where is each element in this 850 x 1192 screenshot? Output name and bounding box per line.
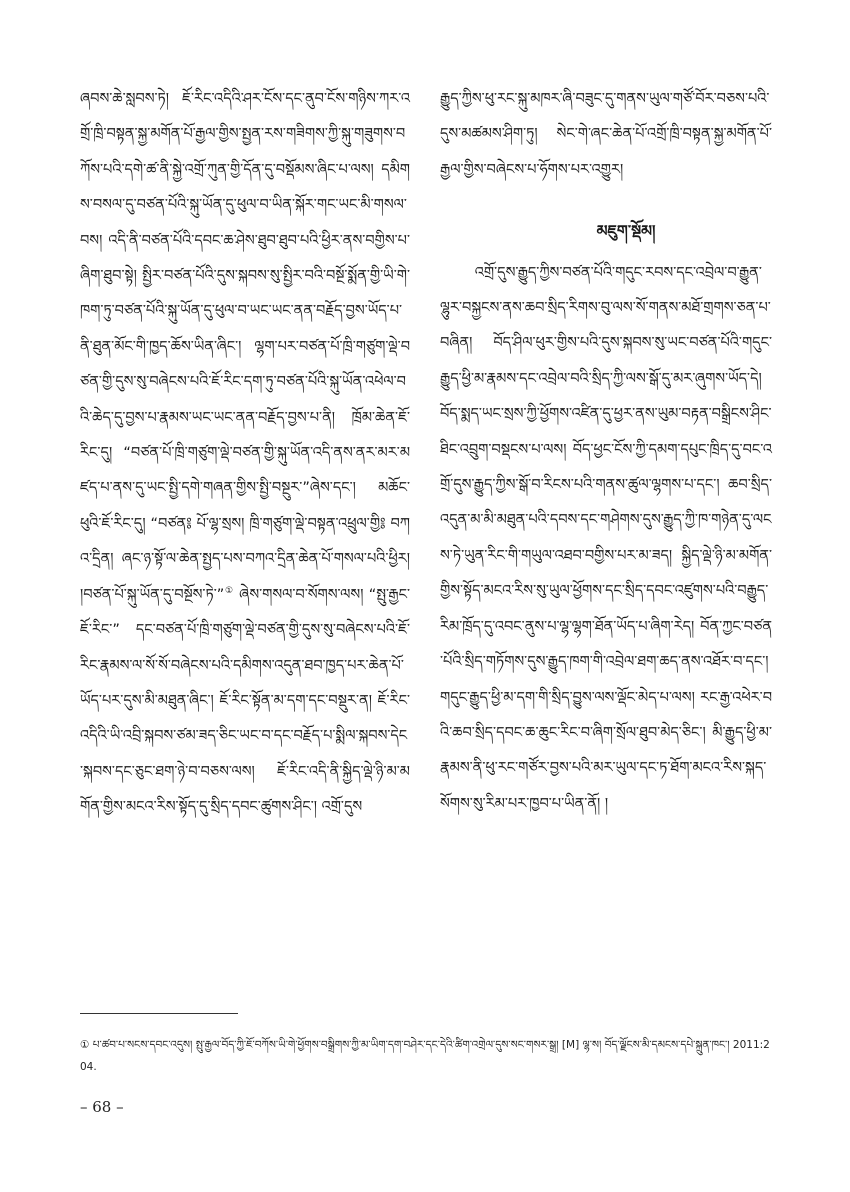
body-paragraph (80, 82, 410, 826)
body-paragraph: འགྲོ་དུས་རྒྱུད་ཀྱིས་བཙན་པོའི་གདུང་རབས་དང་འབྲེལ་བ་རྒྱུན་ལྷུར་བསྐྱངས་ནས་ཆབ་སྲིད་རིགས་བུ་ལས་སོ་གནས་མཐོ་གྲགས་ཅན་པ་བཞིན། བོད་ཤིལ་ཕུར་གྱིས་པའི་དུས་སྐབས་སུ་ཡང་བཙན་པོའི་གདུང་རྒྱུད་ཕྱི་མ་རྣམས་དང་འབྲེལ་བའི་སྲིད་ཀྱི་ལས་སྒོ་དུ་མར་ཞུགས་ཡོད་དེ། བོད་སྨད་ཡང་སྲས་ཀྱི་ཕྱོགས་འཛིན་དུ་ཕྱར་ནས་ཡུམ་བརྟན་བསྒྲིངས་ཤིང་ཐིང་འབྲུག་བསྡངས་པ་ལས། བོད་ཕྱང་ངོས་ཀྱི་དམག་དཔུང་ཁྲིད་དུ་བང་འགྲོ་དུས་རྒྱུད་ཀྱིས་སྒོ་བ་རིངས་པའི་གནས་ཚུལ་ལྷགས་པ་དང་། ཆབ་སྲིད་འདུན་མ་མི་མཐུན་པའི་དབས་དང་གཤེགས་དུས་རྒྱུད་ཀྱི་ཁ་གཉེན་དུ་ལངས་ཏེ་ཡུན་རིང་གི་གཡུལ་འཐབ་བགྱིས་པར་མ་ཟད། སྐྱིད་ལྡེ་ཉི་མ་མགོན་གྱིས་སྟོད་མངའ་རིས་སུ་ཡུལ་ཕྱོགས་དང་སྲིད་དབང་འཛུགས་པའི་བརྒྱུད་རིམ་ཁྲོད་དུ་འབང་ནུས་པ་ལྷ་ལྷག་ཐོན་ཡོད་པ་ཞིག་རེད། བོན་ཀྱང་བཙན་པོའི་སྲིད་གཏོགས་དུས་རྒྱུད་ཁག་གི་འབྲེལ་ཐག་ཆད་ནས་འཐོར་བ་དང་། གདུང་རྒྱུད་ཕྱི་མ་དག་གི་སྲིད་བྱུས་ལས་ལྡོང་མེད་པ་ལས། རང་རྒྱ་འཕེར་བའི་ཆབ་སྲིད་དབང་ཆ་ཆུང་རིང་བ་ཞིག་སྲོལ་ཐུབ་མེད་ཅིང་། མི་རྒྱུད་ཕྱི་མ་རྣམས་ནི་ཕུ་རང་གཙོར་བྱས་པའི་མར་ཡུལ་དང་ཏ་ཐོག་མངའ་རིས་སྐད་སོགས་སུ་རིམ་པར་ཁྱབ་པ་ཡིན་ནོ། ། (440, 264, 772, 812)
right-column (440, 82, 772, 822)
paragraph-text: ཞེས་གསལ་བ་སོགས་ལས། “སྤུ་རྒྱང་ཇོ་རིང་” དང་བཙན་པོ་ཁྲི་གཙུག་ལྡེ་བཙན་གྱི་དུས་སུ་བཞེངས་པའི་ཇོ་རིང་རྣམས་ལ་སོ་སོ་བཞེངས་པའི་དམིགས་འདུན་ཐབ་ཁྱད་པར་ཆེན་པོ་ཡོད་པར་དུས་མི་མཐུན་ཞིང་། ཇོ་རིང་སྟོན་མ་དག་དང་བསྡུར་ན། ཇོ་རིང་འདིའི་ཡི་འབྲི་སྐབས་ཙམ་ཟད་ཅིང་ཡང་བ་དང་བརྗོད་པ་སྨིལ་སྐབས་དེང་སྐབས་དང་ཅུང་ཐག་ཉེ་བ་བཅས་ལས། ཇོ་རིང་འདི་ནི་སྐྱིད་ལྡེ་ཉི་མ་མགོན་གྱིས་མངའ་རིས་སྟོད་དུ་སྲིད་དབང་ཚུགས་ཤིང་། འགྲོ་དུས (80, 586, 410, 816)
footnote-marker[interactable]: ① (224, 585, 234, 596)
footnote-divider (80, 1013, 238, 1014)
footnote (80, 1034, 775, 1078)
body-paragraph: རྒྱུད་ཀྱིས་ཕུ་རང་སྐུ་མཁར་ཞི་བཟུང་དུ་གནས་ཡུལ་གཙོ་བོར་བཅས་པའི་དུས་མཚམས་ཤིག་ཏུ། སེང་གེ་ཞང་ཆེན་པོ་འགྲོ་ཁྲི་བསྟན་སྐྱ་མགོན་པོ་རྒྱལ་གྱིས་བཞེངས་པ་ཧོགས་པར་འགྱུར། (440, 91, 772, 178)
footnote-marker: ① (80, 1039, 90, 1051)
left-column (80, 82, 410, 826)
footnote-text: པ་ཚབ་པ་སངས་དབང་འདུས། སྤུ་རྒྱལ་བོད་ཀྱི་ཇོ་བཀོས་ཡི་གེ་ཕྱོགས་བསྒྲིགས་ཀྱི་མ་ཡིག་དག་བཤེར་དང་དེའི་ཚིག་འགྲེལ་དུས་སང་གསར་སྒྲ། [M] ལྷ་ས། བོད་ལྗོངས་མི་དམངས་དཔེ་སྐྲུན་ཁང་། 2011:204. (80, 1039, 770, 1073)
page-number: – 68 – (80, 1098, 124, 1116)
section-heading: མཇུག་སྡོམ། (596, 222, 656, 241)
paragraph-text: ཞབས་ཆེ་སླབས་ཏེ། ཇོ་རིང་འདིའི་ཤར་ངོས་དང་ནུབ་ངོས་གཉིས་ཀར་འགྲོ་ཁྲི་བསྟན་སྐྱ་མགོན་པོ་རྒྱལ་གྱིས་སྤྱན་རས་གཟིགས་ཀྱི་སྐུ་གཟུགས་བཀོས་པའི་དགེ་ཚ་ནི་སྐྱེ་འགྲོ་ཀུན་གྱི་དོན་དུ་བསྡོམས་ཞིང་པ་ལས། དམིགས་བསལ་དུ་བཙན་པོའི་སྐུ་ཡོན་དུ་ཕུལ་བ་ཡིན་སྐོར་གང་ཡང་མི་གསལ་བས། འདི་ནི་བཙན་པོའི་དབང་ཆ་ཤེས་ཐུབ་ཐུབ་པའི་ཕྱིར་ནས་བགྱིས་པ་ཞིག་ཐུབ་སྟེ། སྤྱིར་བཙན་པོའི་དུས་སྐབས་སུ་སྤྱིར་བའི་བསྔོ་སྨོན་གྱི་ཡི་གེ་ཁག་ཏུ་བཙན་པོའི་སྐུ་ཡོན་དུ་ཕུལ་བ་ཡང་ཡང་ནན་བརྗོད་བྱས་ཡོད་པ་ནི་ཐུན་མོང་གི་ཁྱད་ཆོས་ཡིན་ཞིང་། ལྷག་པར་བཙན་པོ་ཁྲི་གཙུག་ལྡེ་བཙན་གྱི་དུས་སུ་བཞེངས་པའི་ཇོ་རིང་དག་ཏུ་བཙན་པོའི་སྐུ་ཡོན་འཕེལ་བའི་ཆེད་དུ་བྱས་པ་རྣམས་ཡང་ཡང་ནན་བརྗོད་བྱས་པ་ནི། ཁྲོམ་ཆེན་ཇོ་རིང་དུ། “བཙན་པོ་ཁྲི་གཙུག་ལྡེ་བཙན་གྱི་སྐུ་ཡོན་འདི་ནས་ནར་མར་མཛད་པ་ནས་དུ་ཡང་སྤྱི་དགེ་གཞན་གྱིས་སྤྱི་བསྔུར་”ཞེས་དང་། མཆོང་ཕུའི་ཇོ་རིང་དུ། “བཙན༔ པོ་ལྷ་སྲས། ཁྲི་གཙུག་ལྡེ་བསྟན་འཕྲུལ་གྱི༔ བཀའ་དྲིན། ཞང་ཉ་སྟོ་ལ་ཆེན་སྤྱད་པས་བཀའ་དྲིན་ཆེན་པོ་གསལ་པའི་ཕྱིར། །བཙན་པོ་སྐུ་ཡོན་དུ་བསྔོས་ཏེ་” (80, 91, 410, 603)
